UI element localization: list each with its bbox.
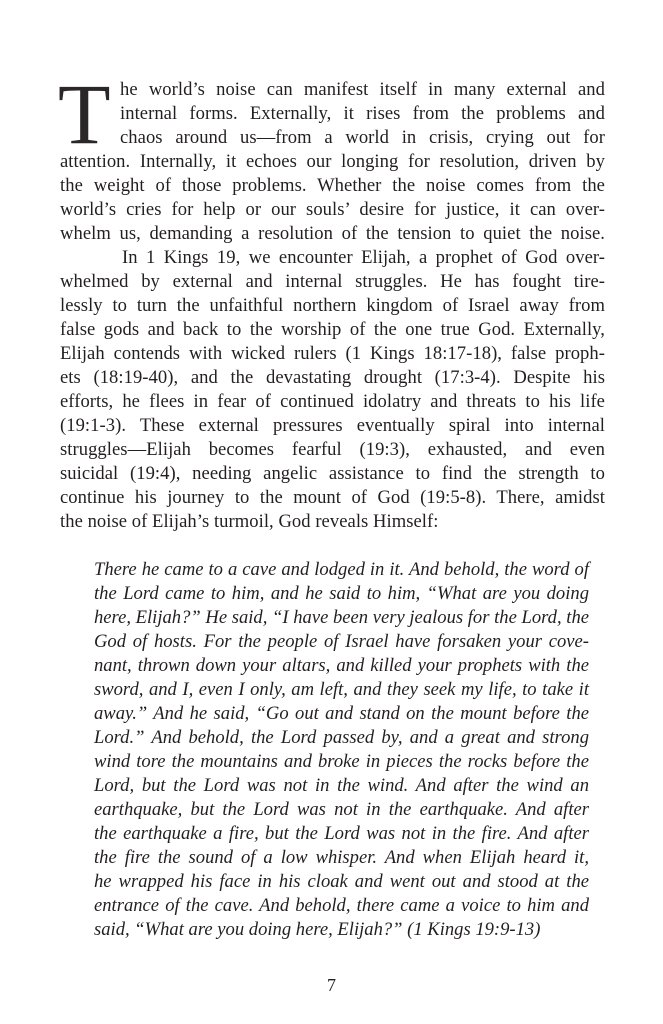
text-line: In 1 Kings 19, we encounter Elijah, a prophet of God over- bbox=[122, 247, 605, 268]
text-line: efforts, he flees in fear of continued idolatry and threats to his life bbox=[60, 391, 605, 412]
quote-line: he wrapped his face in his cloak and went out and stood at the bbox=[94, 871, 589, 892]
text-line: (19:1-3). These external pressures eventually spiral into internal bbox=[60, 415, 605, 436]
text-line: struggles—Elijah becomes fearful (19:3), exhausted, and even bbox=[60, 439, 605, 460]
text-line: ets (18:19-40), and the devastating drought (17:3-4). Despite his bbox=[60, 367, 605, 388]
quote-line: sword, and I, even I only, am left, and they seek my life, to take it bbox=[94, 679, 589, 700]
quote-line: the fire the sound of a low whisper. And when Elijah heard it, bbox=[94, 847, 589, 868]
quote-line: here, Elijah?” He said, “I have been very jealous for the Lord, the bbox=[94, 607, 589, 628]
quote-line: Lord.” And behold, the Lord passed by, and a great and strong bbox=[94, 727, 589, 748]
quote-line: entrance of the cave. And behold, there came a voice to him and bbox=[94, 895, 589, 916]
text-line: whelm us, demanding a resolution of the tension to quiet the noise. bbox=[60, 223, 605, 244]
text-line: the noise of Elijah’s turmoil, God reveals Himself: bbox=[60, 511, 439, 532]
text-line: suicidal (19:4), needing angelic assistance to find the strength to bbox=[60, 463, 605, 484]
text-line: chaos around us—from a world in crisis, crying out for bbox=[120, 127, 605, 148]
quote-line: the earthquake a fire, but the Lord was not in the fire. And after bbox=[94, 823, 589, 844]
block-quote bbox=[94, 558, 589, 942]
quote-line: There he came to a cave and lodged in it. And behold, the word of bbox=[94, 559, 589, 580]
drop-cap: T bbox=[58, 66, 111, 162]
text-line: world’s cries for help or our souls’ desire for justice, it can over- bbox=[60, 199, 605, 220]
text-line: false gods and back to the worship of the one true God. Externally, bbox=[60, 319, 605, 340]
text-line: whelmed by external and internal struggles. He has fought tire- bbox=[60, 271, 605, 292]
text-line: continue his journey to the mount of God (19:5-8). There, amidst bbox=[60, 487, 605, 508]
quote-line: nant, thrown down your altars, and killed your prophets with the bbox=[94, 655, 589, 676]
quote-line: Lord, but the Lord was not in the wind. And after the wind an bbox=[94, 775, 589, 796]
paragraph-1 bbox=[58, 66, 605, 246]
quote-line: said, “What are you doing here, Elijah?” (1 Kings 19:9-13) bbox=[94, 919, 541, 940]
paragraph-2 bbox=[60, 246, 605, 534]
quote-line: the Lord came to him, and he said to him, “What are you doing bbox=[94, 583, 589, 604]
quote-line: away.” And he said, “Go out and stand on the mount before the bbox=[94, 703, 589, 724]
quote-line: earthquake, but the Lord was not in the earthquake. And after bbox=[94, 799, 589, 820]
text-line: Elijah contends with wicked rulers (1 Kings 18:17-18), false proph- bbox=[60, 343, 605, 364]
text-line: attention. Internally, it echoes our longing for resolution, driven by bbox=[60, 151, 605, 172]
text-line: he world’s noise can manifest itself in many external and bbox=[120, 79, 605, 100]
text-line: lessly to turn the unfaithful northern kingdom of Israel away from bbox=[60, 295, 605, 316]
body-text bbox=[58, 66, 605, 534]
page-number: 7 bbox=[327, 975, 336, 995]
quote-line: God of hosts. For the people of Israel have forsaken your cove- bbox=[94, 631, 589, 652]
text-line: internal forms. Externally, it rises from the problems and bbox=[120, 103, 605, 124]
quote-line: wind tore the mountains and broke in pieces the rocks before the bbox=[94, 751, 589, 772]
text-line: the weight of those problems. Whether the noise comes from the bbox=[60, 175, 605, 196]
